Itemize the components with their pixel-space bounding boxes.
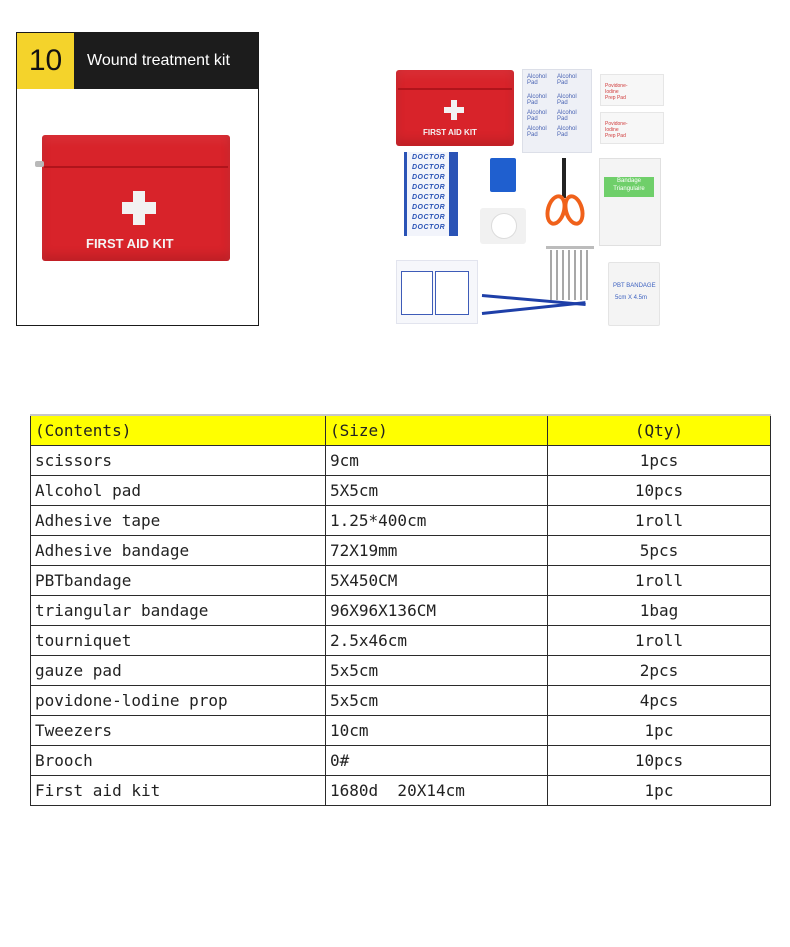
- cell-size: 5x5cm: [326, 656, 548, 686]
- alcohol-pad-text: Alcohol Pad: [557, 94, 577, 106]
- table-row: [31, 686, 771, 716]
- cell-qty: 10pcs: [548, 746, 771, 776]
- alcohol-pad-text: Alcohol Pad: [527, 74, 547, 86]
- plaster-brand: DOCTOR: [412, 224, 446, 231]
- plaster-brand: DOCTOR: [412, 184, 446, 191]
- scissor-handle: [560, 192, 588, 228]
- cell-size: 9cm: [326, 446, 548, 476]
- triangular-bandage-label: Bandage Triangulaire: [604, 177, 654, 197]
- cell-contents: PBTbandage: [31, 566, 326, 596]
- medical-cross-icon: [122, 191, 156, 225]
- table-row: [31, 536, 771, 566]
- table-row: [31, 626, 771, 656]
- table-row: [31, 476, 771, 506]
- pbt-size: 5cm X 4.5m: [615, 295, 648, 301]
- pbt-label: PBT BANDAGE: [613, 283, 656, 289]
- plaster-strip: [449, 152, 458, 236]
- cell-contents: First aid kit: [31, 776, 326, 806]
- cell-size: 1680d 20X14cm: [326, 776, 548, 806]
- scissor-blade: [562, 158, 566, 198]
- cell-contents: gauze pad: [31, 656, 326, 686]
- pvp-text: Povidone-Iodine Prep Pad: [605, 121, 628, 139]
- adhesive-bandages: [404, 152, 458, 236]
- header-size: (Size): [326, 415, 548, 446]
- cell-qty: 1bag: [548, 596, 771, 626]
- alcohol-pad-text: Alcohol Pad: [527, 94, 547, 106]
- cell-contents: Brooch: [31, 746, 326, 776]
- alcohol-pad-text: Alcohol Pad: [557, 126, 577, 138]
- povidone-iodine-pad: [600, 74, 664, 106]
- cell-qty: 1pc: [548, 716, 771, 746]
- pvp-text: Povidone-Iodine Prep Pad: [605, 83, 628, 101]
- table-row: [31, 506, 771, 536]
- table-row: [31, 776, 771, 806]
- table-row: [31, 656, 771, 686]
- cell-qty: 1pcs: [548, 446, 771, 476]
- cell-size: 0#: [326, 746, 548, 776]
- cell-contents: Alcohol pad: [31, 476, 326, 506]
- plaster-brand: DOCTOR: [412, 194, 446, 201]
- item-number-badge: 10: [17, 33, 74, 89]
- cell-size: 5X5cm: [326, 476, 548, 506]
- cell-contents: Tweezers: [31, 716, 326, 746]
- card-title: Wound treatment kit: [87, 52, 230, 69]
- zipper: [398, 88, 512, 90]
- povidone-iodine-pad: [600, 112, 664, 144]
- table-row: [31, 716, 771, 746]
- table-header-row: [31, 415, 771, 446]
- cell-contents: Adhesive tape: [31, 506, 326, 536]
- cell-size: 5x5cm: [326, 686, 548, 716]
- safety-pins: [542, 242, 596, 302]
- plaster-brand: DOCTOR: [412, 174, 446, 181]
- collage-first-aid-bag: [396, 70, 514, 146]
- plaster-brand: DOCTOR: [412, 214, 446, 221]
- table-row: [31, 446, 771, 476]
- alcohol-pad-text: Alcohol Pad: [527, 110, 547, 122]
- tweezers: [482, 301, 586, 315]
- cell-qty: 2pcs: [548, 656, 771, 686]
- cell-contents: scissors: [31, 446, 326, 476]
- product-card: [16, 32, 259, 326]
- header-qty: (Qty): [548, 415, 771, 446]
- cell-contents: triangular bandage: [31, 596, 326, 626]
- alcohol-pad-text: Alcohol Pad: [527, 126, 547, 138]
- cell-qty: 1roll: [548, 506, 771, 536]
- table-row: [31, 746, 771, 776]
- contents-table: [30, 414, 771, 806]
- cell-size: 2.5x46cm: [326, 626, 548, 656]
- bag-label: FIRST AID KIT: [423, 128, 477, 137]
- cell-qty: 1pc: [548, 776, 771, 806]
- card-header: [17, 33, 258, 89]
- kit-contents-photo: [394, 66, 664, 328]
- cell-contents: povidone-lodine prop: [31, 686, 326, 716]
- plaster-brand: DOCTOR: [412, 204, 446, 211]
- medical-cross-icon: [444, 100, 464, 120]
- cell-qty: 5pcs: [548, 536, 771, 566]
- zipper: [44, 166, 228, 168]
- alcohol-pad-text: Alcohol Pad: [557, 74, 577, 86]
- cell-qty: 4pcs: [548, 686, 771, 716]
- cell-size: 96X96X136CM: [326, 596, 548, 626]
- pbt-bandage: [608, 262, 660, 326]
- cell-size: 72X19mm: [326, 536, 548, 566]
- cell-qty: 10pcs: [548, 476, 771, 506]
- table-row: [31, 596, 771, 626]
- cell-contents: Adhesive bandage: [31, 536, 326, 566]
- tourniquet-roll: [490, 158, 516, 192]
- cell-qty: 1roll: [548, 566, 771, 596]
- bag-label: FIRST AID KIT: [86, 236, 174, 251]
- zipper-pull: [35, 161, 44, 167]
- triangular-bandage: [599, 158, 661, 246]
- gauze-pads: [396, 260, 478, 324]
- plaster-brand: DOCTOR: [412, 164, 446, 171]
- cell-size: 5X450CM: [326, 566, 548, 596]
- plaster-brand: DOCTOR: [412, 154, 446, 161]
- alcohol-pads: [522, 69, 592, 153]
- cell-contents: tourniquet: [31, 626, 326, 656]
- table-row: [31, 566, 771, 596]
- cell-size: 1.25*400cm: [326, 506, 548, 536]
- cell-size: 10cm: [326, 716, 548, 746]
- header-contents: (Contents): [31, 415, 326, 446]
- first-aid-bag-image: [42, 135, 230, 261]
- cell-qty: 1roll: [548, 626, 771, 656]
- adhesive-tape-roll: [480, 208, 526, 244]
- alcohol-pad-text: Alcohol Pad: [557, 110, 577, 122]
